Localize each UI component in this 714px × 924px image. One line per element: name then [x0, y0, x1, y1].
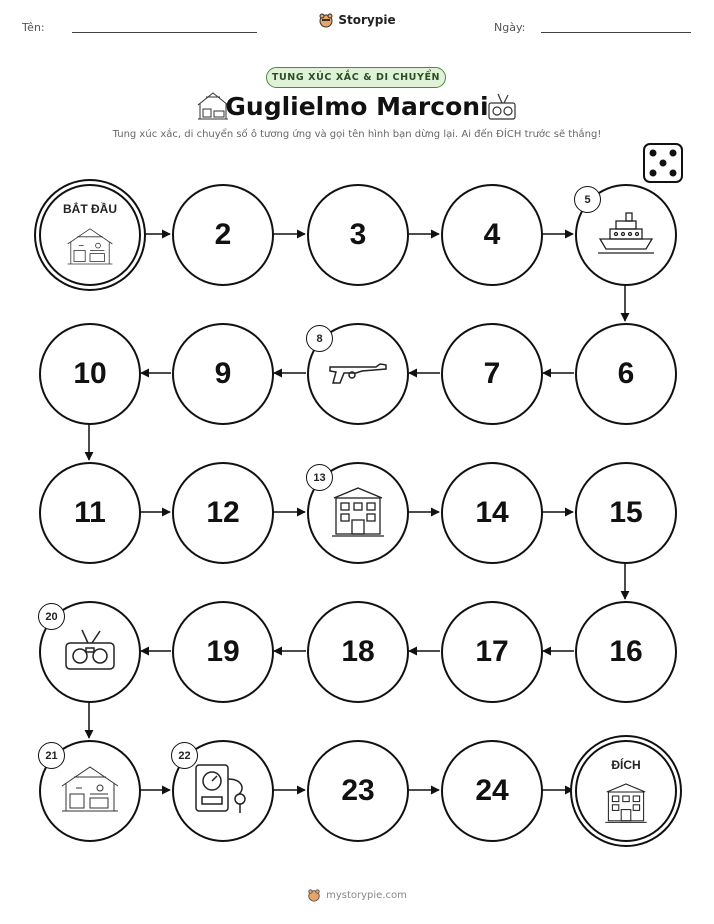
brand-logo: [0, 12, 714, 28]
square-number: 9: [214, 357, 232, 390]
date-label: Ngày:: [494, 21, 526, 34]
square-number: 15: [609, 496, 643, 529]
board-square-17: [441, 601, 543, 703]
board-square-3: [307, 184, 409, 286]
square-number: 17: [475, 635, 509, 668]
square-number-badge: 20: [38, 603, 65, 630]
name-label: Tên:: [22, 21, 45, 34]
board-square-18: [307, 601, 409, 703]
school-building-icon: [605, 781, 647, 827]
page-title: Guglielmo Marconi: [225, 92, 489, 121]
board-square-1: [39, 184, 141, 286]
square-number: 6: [617, 357, 635, 390]
board-square-13: [307, 462, 409, 564]
school-building-icon: [332, 484, 384, 542]
board-square-8: [307, 323, 409, 425]
square-number: 19: [206, 635, 240, 668]
name-line[interactable]: [72, 32, 257, 33]
radio-icon: [62, 627, 118, 677]
board-square-12: [172, 462, 274, 564]
footer: [0, 888, 714, 902]
storypie-mascot-icon: [318, 12, 334, 28]
finish-label: ĐÍCH: [611, 758, 641, 772]
rifle-icon: [328, 357, 388, 391]
activity-tag: TUNG XÚC XẮC & DI CHUYỂN: [266, 67, 446, 88]
square-number: 4: [483, 218, 501, 251]
dice-five-icon: [642, 142, 684, 184]
square-number: 24: [475, 774, 509, 807]
board-square-6: [575, 323, 677, 425]
square-number: 11: [74, 496, 106, 529]
square-number: 18: [341, 635, 375, 668]
board-square-2: [172, 184, 274, 286]
board-square-7: [441, 323, 543, 425]
board-square-4: [441, 184, 543, 286]
brand-name: Storypie: [338, 13, 396, 27]
board-square-25: [575, 740, 677, 842]
board-square-23: [307, 740, 409, 842]
attic-workshop-icon: [66, 226, 114, 269]
radio-icon: [486, 92, 518, 122]
board-square-15: [575, 462, 677, 564]
square-number-badge: 5: [574, 186, 601, 213]
square-number: 16: [609, 635, 643, 668]
telegraph-receiver-icon: [192, 761, 254, 821]
start-label: BẮT ĐẦU: [63, 202, 117, 216]
board-square-24: [441, 740, 543, 842]
attic-workshop-icon: [60, 764, 120, 818]
date-line[interactable]: [541, 32, 691, 33]
board-square-14: [441, 462, 543, 564]
board-square-5: [575, 184, 677, 286]
square-number: 23: [341, 774, 375, 807]
square-number: 10: [73, 357, 107, 390]
square-number-badge: 21: [38, 742, 65, 769]
square-number: 12: [206, 496, 240, 529]
square-number-badge: 22: [171, 742, 198, 769]
ship-icon: [596, 209, 656, 261]
board-square-21: [39, 740, 141, 842]
square-number: 3: [349, 218, 367, 251]
board-square-11: [39, 462, 141, 564]
instructions: Tung xúc xắc, di chuyển số ô tương ứng và gọi tên hình bạn dừng lại. Ai đến ĐÍCH trước sẽ thắng!: [112, 129, 602, 140]
square-number: 7: [483, 357, 501, 390]
board-square-20: [39, 601, 141, 703]
board-square-19: [172, 601, 274, 703]
board-square-22: [172, 740, 274, 842]
board-square-16: [575, 601, 677, 703]
board-square-9: [172, 323, 274, 425]
square-number: 14: [475, 496, 509, 529]
square-number-badge: 8: [306, 325, 333, 352]
storypie-mascot-icon: [307, 888, 321, 902]
footer-url: mystorypie.com: [326, 889, 407, 901]
square-number-badge: 13: [306, 464, 333, 491]
board-square-10: [39, 323, 141, 425]
square-number: 2: [214, 218, 232, 251]
